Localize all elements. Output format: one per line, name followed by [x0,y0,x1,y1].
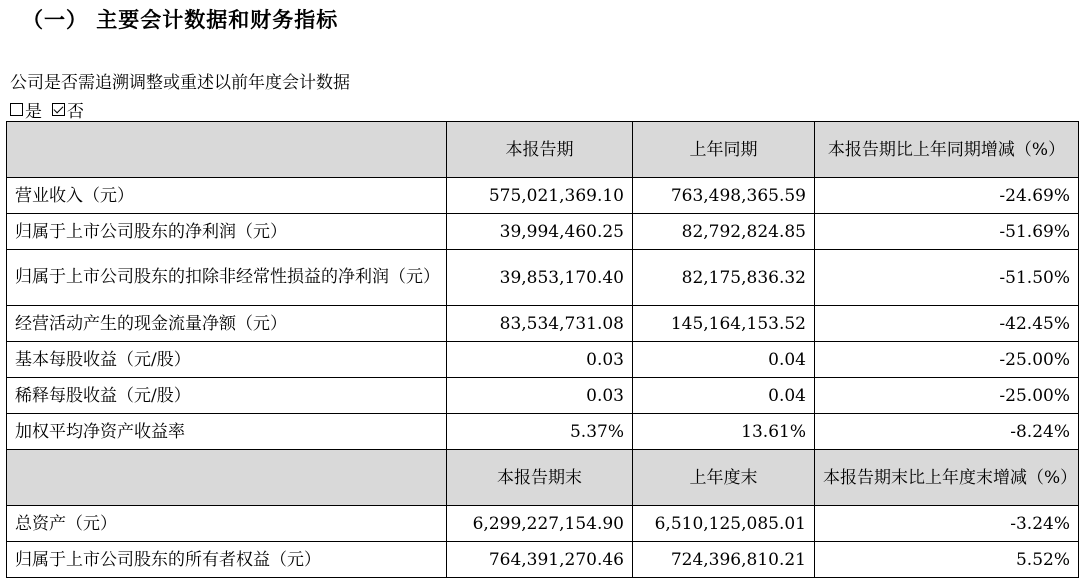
table-header-period [7,122,1079,178]
checked-box-icon[interactable] [52,103,65,116]
choice-no[interactable] [52,97,84,122]
choice-yes-label: 是 [25,102,42,122]
table-row [7,378,1079,414]
change-value: -51.50% [815,250,1079,306]
current-value: 575,021,369.10 [447,178,633,214]
row-label: 归属于上市公司股东的净利润（元） [7,214,447,250]
header-blank-cell [7,122,447,178]
current-value: 39,994,460.25 [447,214,633,250]
prior-value: 13.61% [633,414,815,450]
restatement-question: 公司是否需追溯调整或重述以前年度会计数据 [10,73,350,93]
current-value: 5.37% [447,414,633,450]
section-title: （一） 主要会计数据和财务指标 [22,8,339,32]
header-prior-year-end: 上年度末 [633,450,815,506]
header-period-change: 本报告期比上年同期增减（%） [815,122,1079,178]
change-value: -25.00% [815,342,1079,378]
prior-value: 763,498,365.59 [633,178,815,214]
current-value: 0.03 [447,342,633,378]
header-prior-period: 上年同期 [633,122,815,178]
current-value: 83,534,731.08 [447,306,633,342]
table-row [7,306,1079,342]
table-row [7,250,1079,306]
row-label: 基本每股收益（元/股） [7,342,447,378]
table-row [7,342,1079,378]
table-row [7,414,1079,450]
prior-value: 0.04 [633,378,815,414]
unchecked-box-icon[interactable] [10,103,23,116]
prior-value: 0.04 [633,342,815,378]
prior-value: 724,396,810.21 [633,542,815,578]
row-label: 加权平均净资产收益率 [7,414,447,450]
change-value: -42.45% [815,306,1079,342]
row-label: 归属于上市公司股东的所有者权益（元） [7,542,447,578]
current-value: 0.03 [447,378,633,414]
row-label: 稀释每股收益（元/股） [7,378,447,414]
row-label: 经营活动产生的现金流量净额（元） [7,306,447,342]
choice-yes[interactable] [10,97,42,122]
change-value: -8.24% [815,414,1079,450]
table-row [7,542,1079,578]
table-row [7,178,1079,214]
change-value: 5.52% [815,542,1079,578]
row-label: 总资产（元） [7,506,447,542]
choice-no-label: 否 [67,102,84,122]
table-header-period-end [7,450,1079,506]
prior-value: 145,164,153.52 [633,306,815,342]
change-value: -51.69% [815,214,1079,250]
change-value: -3.24% [815,506,1079,542]
change-value: -25.00% [815,378,1079,414]
table-row [7,214,1079,250]
header-current-period: 本报告期 [447,122,633,178]
table-row [7,506,1079,542]
header-current-period-end: 本报告期末 [447,450,633,506]
row-label: 营业收入（元） [7,178,447,214]
row-label: 归属于上市公司股东的扣除非经常性损益的净利润（元） [7,250,447,306]
restatement-choices [10,97,94,122]
header-period-end-change: 本报告期末比上年度末增减（%） [815,450,1079,506]
financial-indicators-table [6,121,1079,578]
prior-value: 82,175,836.32 [633,250,815,306]
prior-value: 6,510,125,085.01 [633,506,815,542]
prior-value: 82,792,824.85 [633,214,815,250]
current-value: 764,391,270.46 [447,542,633,578]
change-value: -24.69% [815,178,1079,214]
header-blank-cell [7,450,447,506]
current-value: 6,299,227,154.90 [447,506,633,542]
current-value: 39,853,170.40 [447,250,633,306]
